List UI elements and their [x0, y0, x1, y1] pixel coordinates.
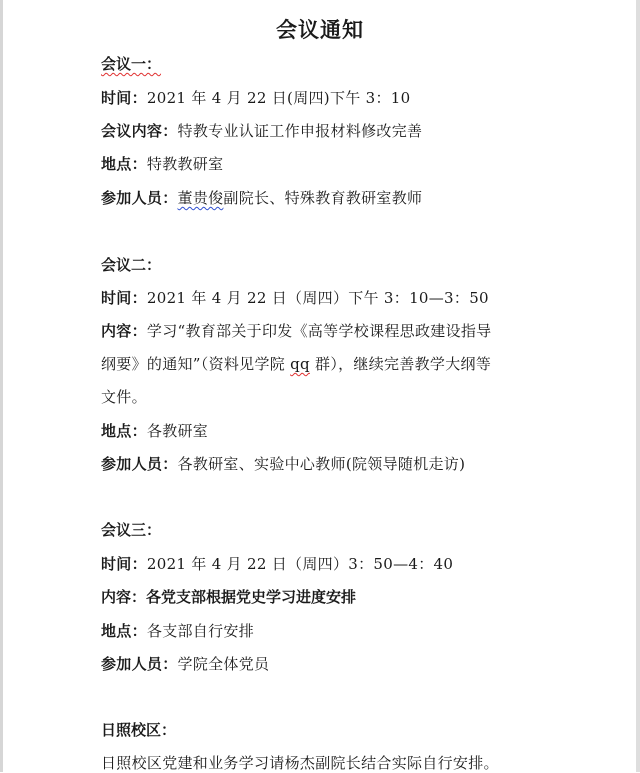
page-edge-right: [636, 0, 640, 772]
meeting2-content-label: 内容：: [101, 322, 147, 340]
meeting3-place: [101, 621, 254, 641]
meeting3-people: [101, 654, 269, 674]
meeting2-heading: 会议二：: [101, 256, 162, 274]
meeting2-people-label: 参加人员：: [101, 455, 178, 473]
meeting3-people-label: 参加人员：: [101, 655, 178, 673]
meeting1-people-rest: 副院长、特殊教育教研室教师: [223, 189, 423, 207]
meeting1-place-label: 地点：: [101, 155, 147, 173]
meeting3-place-label: 地点：: [101, 622, 147, 640]
meeting1-heading-text: 会议一：: [101, 55, 162, 73]
meeting2-content-end: 文件。: [101, 388, 147, 406]
meeting2-content: [101, 321, 491, 341]
document-title: 会议通知: [276, 17, 364, 42]
meeting3-people-value: 学院全体党员: [177, 655, 270, 673]
meeting1-time-value: 2021 年 4 月 22 日(周四)下午 3：10: [146, 89, 411, 107]
meeting3-time: [101, 554, 453, 574]
meeting1-people: [101, 188, 422, 208]
meeting3-content-value: 各党支部根据党史学习进度安排: [146, 588, 357, 606]
meeting3-content-label: 内容：: [101, 588, 147, 606]
meeting3-content: [101, 587, 356, 607]
meeting1-time-label: 时间：: [101, 89, 147, 107]
meeting2-time-label: 时间：: [101, 289, 147, 307]
meeting3-time-value: 2021 年 4 月 22 日（周四）3：50—4：40: [146, 555, 454, 573]
meeting2-people: [101, 454, 465, 474]
meeting1-content: [101, 121, 422, 141]
meeting1-people-label: 参加人员：: [101, 189, 178, 207]
rizhao-text: 日照校区党建和业务学习请杨杰副院长结合实际自行安排。: [101, 754, 499, 772]
meeting2-content-line2b: 群），继续完善教学大纲等: [309, 355, 492, 373]
meeting3-heading: 会议三：: [101, 521, 162, 539]
meeting2-place-value: 各教研室: [146, 422, 209, 440]
meeting2-content-line1: 学习“教育部关于印发《高等学校课程思政建设指导: [146, 322, 492, 340]
meeting3-time-label: 时间：: [101, 555, 147, 573]
meeting1-time: [101, 88, 410, 108]
page-edge-left: [0, 0, 3, 772]
meeting1-heading: [101, 54, 161, 74]
meeting2-time-value: 2021 年 4 月 22 日（周四）下午 3：10—3：50: [146, 289, 489, 307]
meeting1-content-label: 会议内容：: [101, 122, 178, 140]
meeting1-place-value: 特教教研室: [146, 155, 224, 173]
meeting2-people-value: 各教研室、实验中心教师(院领导随机走访): [177, 455, 466, 473]
meeting2-place-label: 地点：: [101, 422, 147, 440]
meeting2-time: [101, 288, 489, 308]
meeting2-content-qq: qq: [290, 355, 310, 373]
rizhao-heading: 日照校区：: [101, 721, 177, 739]
meeting2-content-line2a: 纲要》的通知”（资料见学院: [101, 355, 291, 373]
meeting2-content-continued: [101, 354, 491, 374]
meeting1-content-value: 特教专业认证工作申报材料修改完善: [177, 122, 423, 140]
meeting1-people-name: 董贵俊: [177, 189, 224, 207]
meeting1-place: [101, 154, 223, 174]
meeting2-place: [101, 421, 208, 441]
meeting3-place-value: 各支部自行安排: [146, 622, 255, 640]
